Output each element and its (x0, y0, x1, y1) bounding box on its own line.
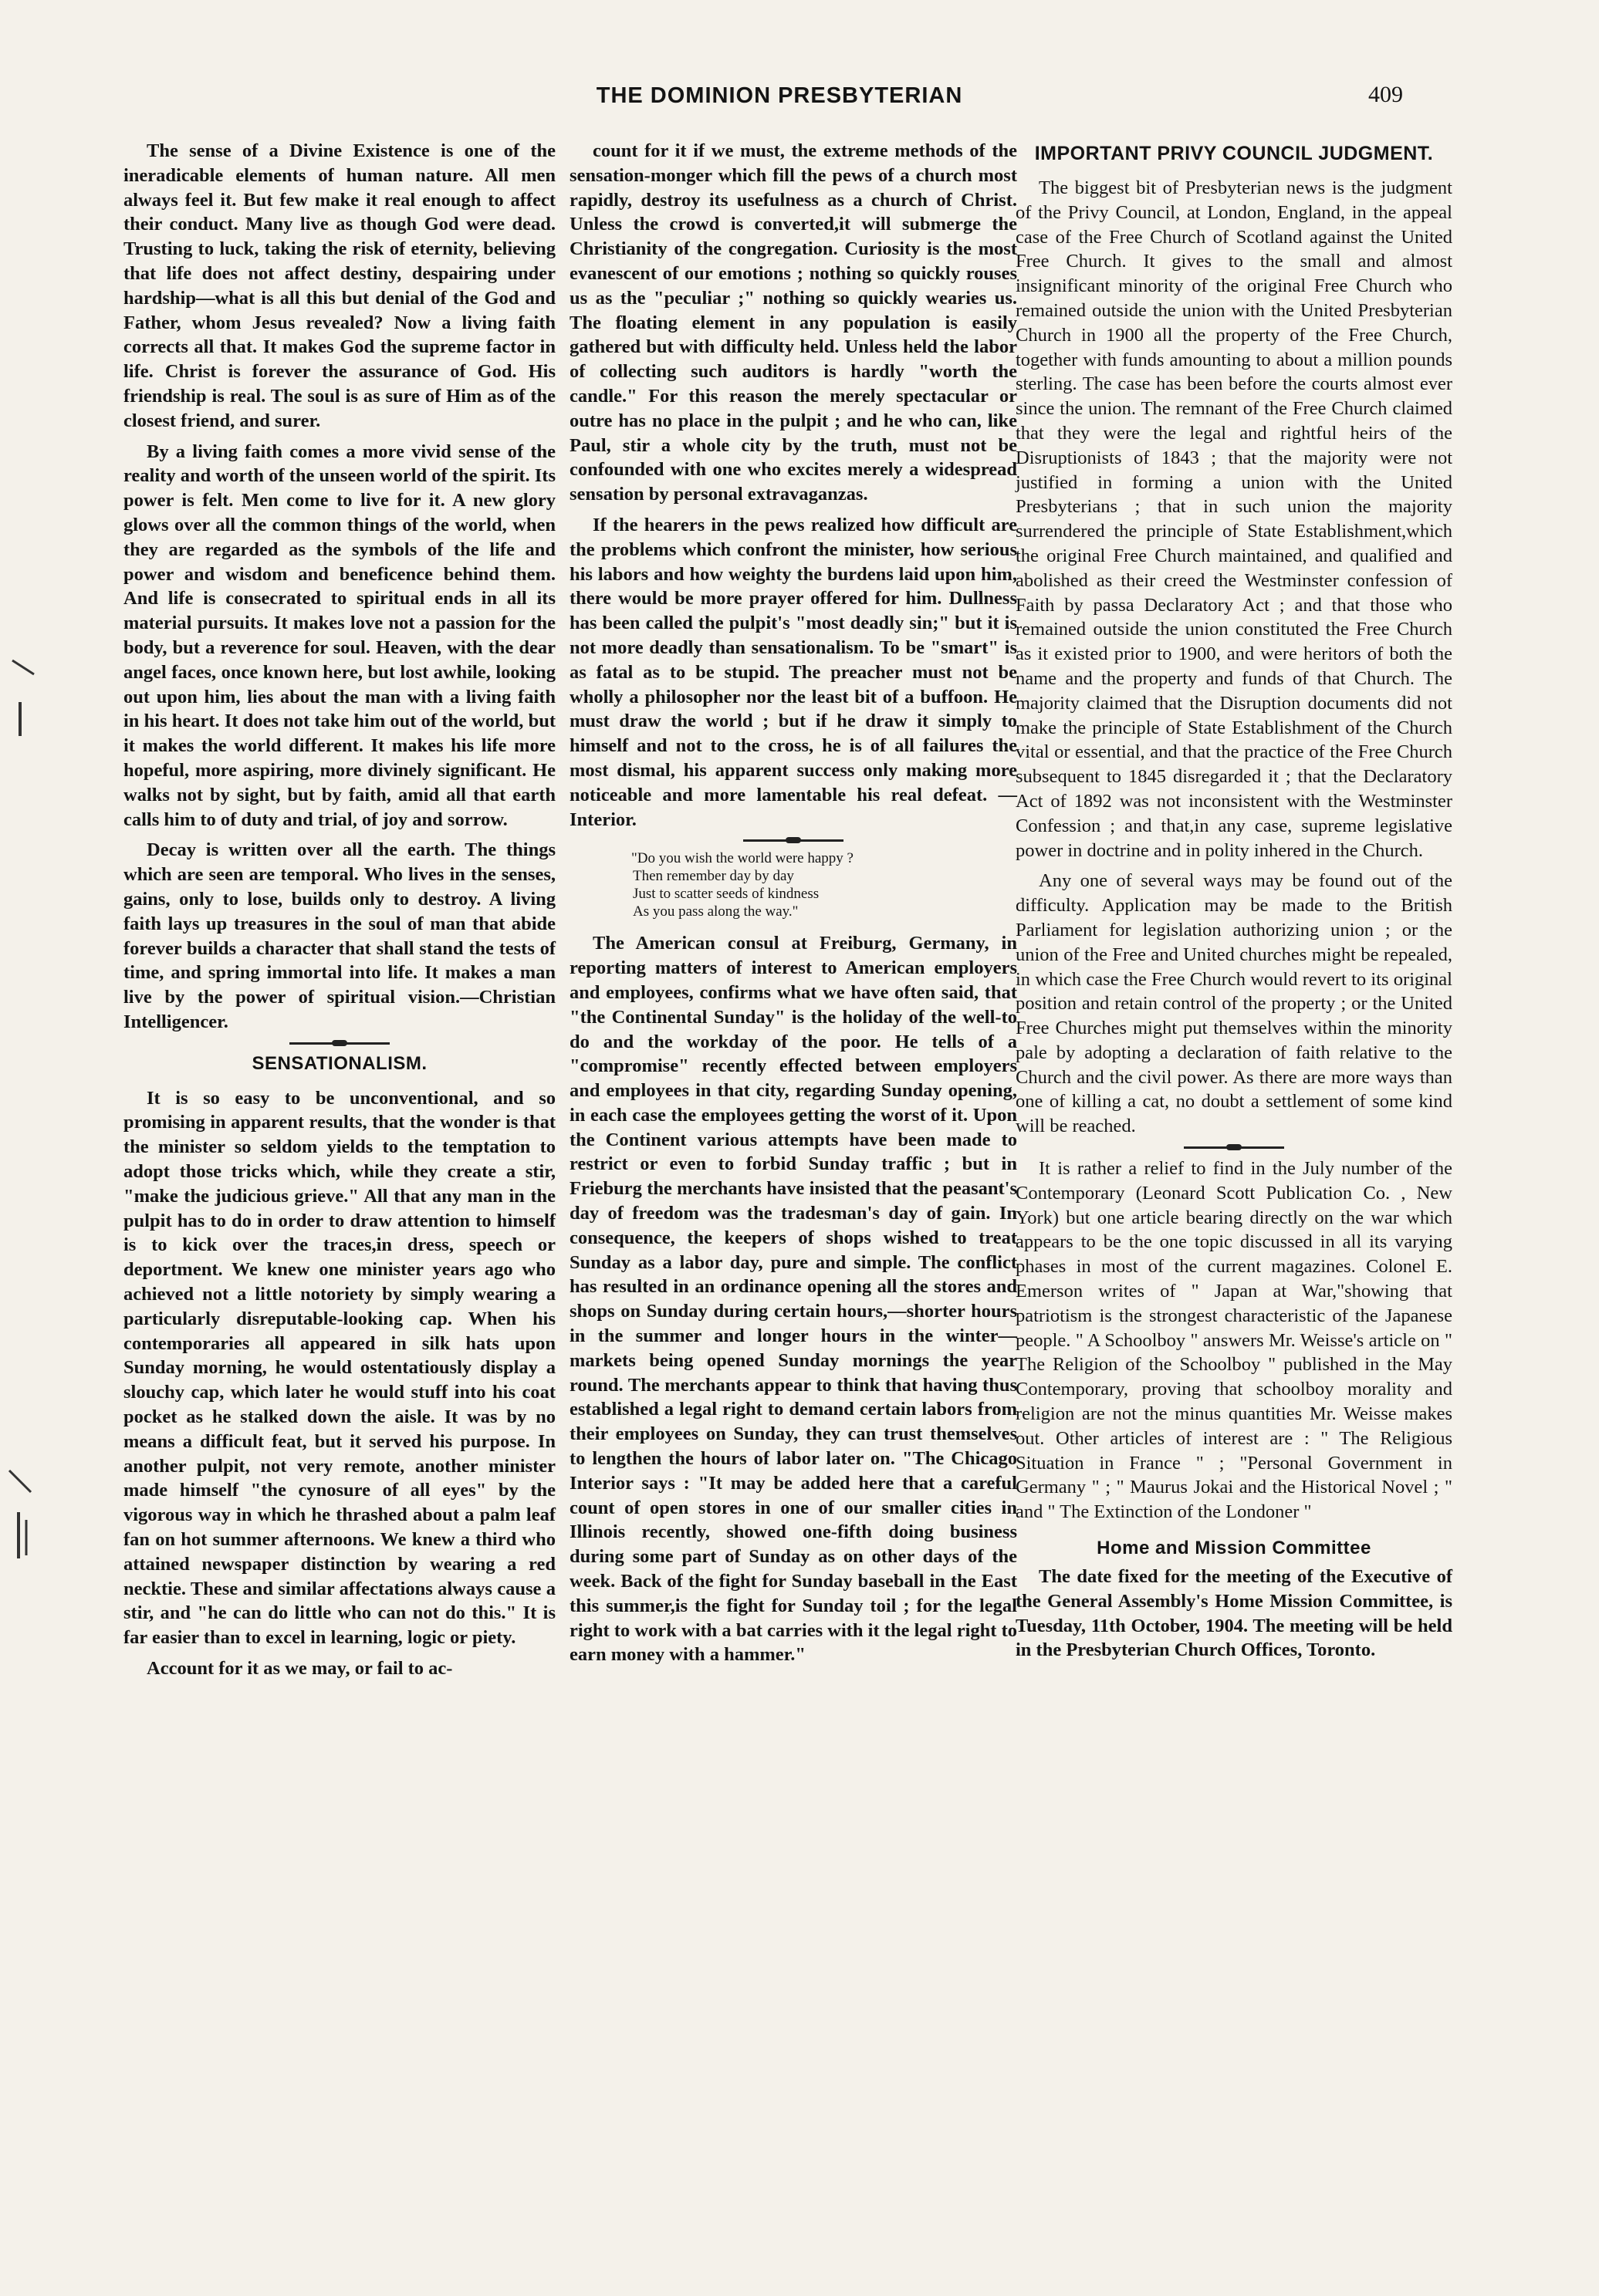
column-middle (570, 139, 1017, 1667)
article-paragraph: Account for it as we may, or fail to ac- (147, 1658, 453, 1680)
margin-bracket-mark (11, 656, 42, 748)
article-paragraph: It is so easy to be unconventional, and so promising in apparent results, that the wonder is that the minister so seldom yields to the temptation to adopt those tricks which, while they create a stir, "make the judicious grieve." All that any man in the pulpit has to do in order to draw attention to himself is to kick over the traces,in dress, speech or deportment. We knew one minister years ago who achieved not a little notoriety by simply wearing a particularly disreputable-looking cap. When his contemporaries all appeared in silk hats upon Sunday morning, he would ostentatiously display a slouchy cap, which later he would stuff into his coat pocket as he stalked down the aisle. It was by no means a difficult feat, but it served his purpose. In another pulpit, not very remote, another minister made himself "the cynosure of all eyes" by the vigorous way in which he thrashed about a palm leaf fan on hot summer afternoons. We knew a third who attained newspaper distinction by wearing a red necktie. These and similar affectations always cause a stir, and "he can do little who can not do this." It is far easier than to excel in learning, logic or piety. (123, 1087, 556, 1649)
article-paragraph: If the hearers in the pews realized how difficult are the problems which confront the minister, how serious his labors and how weighty the burdens laid upon him, there would be more prayer offered for him. Dullness has been called the pulpit's "most deadly sin;" but it is not more deadly than sensationalism. To be "smart" is as fatal as to be stupid. The preacher must not be wholly a philosopher nor the least bit of a buffoon. He must draw the world ; but if he draw it simply to himself and not to the cross, he is of all failures the most dismal, his apparent success only making more noticeable and more lamentable his real defeat. —Interior. (570, 514, 1017, 830)
article-paragraph: count for it if we must, the extreme methods of the sensation-monger which fill the pews of a church most rapidly, destroy its usefulness as a church of Christ. Unless the crowd is converted,it will submerge the Christianity of the congregation. Curiosity is the most evanescent of our emotions ; nothing so quickly rouses us as the "peculiar ;" nothing so quickly wearies us. The floating element in any population is easily gathered but with difficulty held. Unless held the labor of collecting such auditors is hardly "worth the candle." For this reason the merely spectacular or outre has no place in the pulpit ; and he who can, like Paul, stir a whole city by the truth, must not be confounded with one who excites merely a widespread sensation by personal extravaganzas. (570, 140, 1017, 505)
section-heading: Home and Mission Committee (1097, 1538, 1371, 1559)
masthead-title: THE DOMINION PRESBYTERIAN (596, 83, 963, 108)
margin-bracket-mark (8, 1466, 39, 1566)
article-paragraph: The American consul at Freiburg, Germany, in reporting matters of interest to American employers and employees, confirms what we have often said, that "the Continental Sunday" is the holiday of the well-to do and the workday of the poor. He tells of a "compromise" recently effected between employers and employees in that city, regarding Sunday opening, in each case the employees getting the worst of it. Upon the Continent various attempts have been made to restrict or even to forbid Sunday traffic ; but in Frieburg the merchants have insisted that the peasant's day of freedom was the tradesman's day of gain. In consequence, the keepers of shops wished to treat Sunday as a labor day, pure and simple. The conflict has resulted in an ordinance opening all the stores and shops on Sunday during certain hours,—shorter hours in the summer and longer hours in the winter—markets being opened Sunday mornings the year round. The merchants appear to think that having thus established a legal right to demand certain labors from their employees on Sunday, they can trust themselves to lengthen the hours of labor later on. "The Chicago Interior says : "It may be added here that a careful count of open stores in one of our smaller cities in Illinois recently, showed one-fifth doing business during some part of Sunday as on other days of the week. Back of the fight for Sunday baseball in the East this summer,is the fight for Sunday toil ; for the legal right to work with a bat carries with it the legal right to earn money with a hammer." (570, 933, 1017, 1666)
section-divider (743, 839, 843, 842)
poem-line: Then remember day by day (633, 868, 794, 885)
section-heading: IMPORTANT PRIVY COUNCIL JUDGMENT. (1034, 143, 1434, 164)
poem-quote (631, 849, 1017, 920)
page-number: 409 (1368, 82, 1403, 107)
article-paragraph: Decay is written over all the earth. The things which are seen are temporal. Who lives in the senses, gains, only to lose, builds only to destroy. A living faith lays up treasures in the soul of man that abide forever builds a character that shall stand the tests of time, and spring immortal into life. It makes a man live by the power of spiritual vision.—Christian Intelligencer. (123, 839, 556, 1032)
section-divider (1184, 1146, 1284, 1149)
section-heading: SENSATIONALISM. (252, 1052, 428, 1074)
column-right (1016, 139, 1452, 1663)
poem-line: As you pass along the way." (633, 903, 799, 920)
article-paragraph: By a living faith comes a more vivid sense of the reality and worth of the unseen world of the spirit. Its power is felt. Men come to live for it. A new glory glows over all the common things of the world, when they are regarded as the symbols of the life and power and wisdom and beneficence behind them. And life is consecrated to spiritual ends in all its material pursuits. It makes love not a passion for the body, but a reverence for soul. Heaven, with the dear angel faces, once known here, but lost awhile, looking out upon him, lies about the man with a living faith in his heart. It does not take him out of the world, but it makes the world different. It makes his life more hopeful, more aspiring, more divinely significant. He walks not by sight, but by faith, amid all that earth calls him to of duty and trial, of joy and sorrow. (123, 441, 556, 830)
column-left (123, 139, 556, 1681)
article-paragraph: The date fixed for the meeting of the Executive of the General Assembly's Home Mission Committee, is Tuesday, 11th October, 1904. The meeting will be held in the Presbyterian Church Offices, Toronto. (1016, 1566, 1452, 1661)
poem-line: "Do you wish the world were happy ? (631, 850, 854, 867)
article-paragraph: The sense of a Divine Existence is one of the ineradicable elements of human nature. All men always feel it. But few make it real enough to affect their conduct. Many live as though God were dead. Trusting to luck, taking the risk of eternity, believing that life does not affect destiny, despairing under hardship—what is all this but denial of the God and Father, whom Jesus revealed? Now a living faith corrects all that. It makes God the supreme factor in life. Christ is forever the assurance of God. His friendship is real. The soul is as sure of Him as of the closest friend, and surer. (123, 140, 556, 431)
article-paragraph: It is rather a relief to find in the July number of the Contemporary (Leonard Scott Publication Co. , New York) but one article bearing directly on the war which appears to be the one topic discussed in all its varying phases in most of the current magazines. Colonel E. Emerson writes of " Japan at War,"showing that patriotism is the strongest characteristic of the Japanese people. " A Schoolboy " answers Mr. Weisse's article on " The Religion of the Schoolboy " published in the May Contemporary, proving that schoolboy morality and religion are not the minus quantities Mr. Weisse makes out. Other articles of interest are : " The Religious Situation in France " ; "Personal Government in Germany " ; " Maurus Jokai and the Historical Novel ; " and " The Extinction of the Londoner " (1016, 1158, 1452, 1523)
article-paragraph: Any one of several ways may be found out of the difficulty. Application may be made to the British Parliament for legislation authorizing union ; or the union of the Free and United churches might be repealed, in which case the Free Church would revert to its original position and retain control of the property ; or the United Free Churches might put themselves within the minority pale by adopting a declaration of faith relative to the Church and the civil power. As there are more ways than one of killing a cat, no doubt a settlement of some kind will be reached. (1016, 870, 1452, 1137)
article-paragraph: The biggest bit of Presbyterian news is the judgment of the Privy Council, at London, England, in the appeal case of the Free Church of Scotland against the United Free Church. It gives to the small and almost insignificant minority of the original Free Church who remained outside the union with the United Presbyterian Church in 1900 all the property of the Free Church, together with funds amounting to about a million pounds sterling. The case has been before the courts almost ever since the union. The remnant of the Free Church claimed that they were the legal and rightful heirs of the Disruptionists of 1843 ; that the majority were not justified in forming a union with the United Presbyterians ; that in such union the majority surrendered the principle of State Establishment,which the original Free Church maintained, and qualified and abolished as their creed the Westminster confession of Faith by passa Declaratory Act ; and that those who remained outside the union constituted the Free Church as it existed prior to 1900, and were heritors of both the name and the property and funds of that Church. The majority claimed that the Disruption documents did not make the principle of State Establishment of the Church vital or essential, and that the practice of the Free Church subsequent to 1845 disregarded it ; that the Declaratory Act of 1892 was not inconsistent with the Westminster Confession ; and that,in any case, supreme legislative power in doctrine and in polity inhered in the Church. (1016, 177, 1452, 861)
section-divider (289, 1042, 390, 1045)
poem-line: Just to scatter seeds of kindness (633, 886, 820, 903)
